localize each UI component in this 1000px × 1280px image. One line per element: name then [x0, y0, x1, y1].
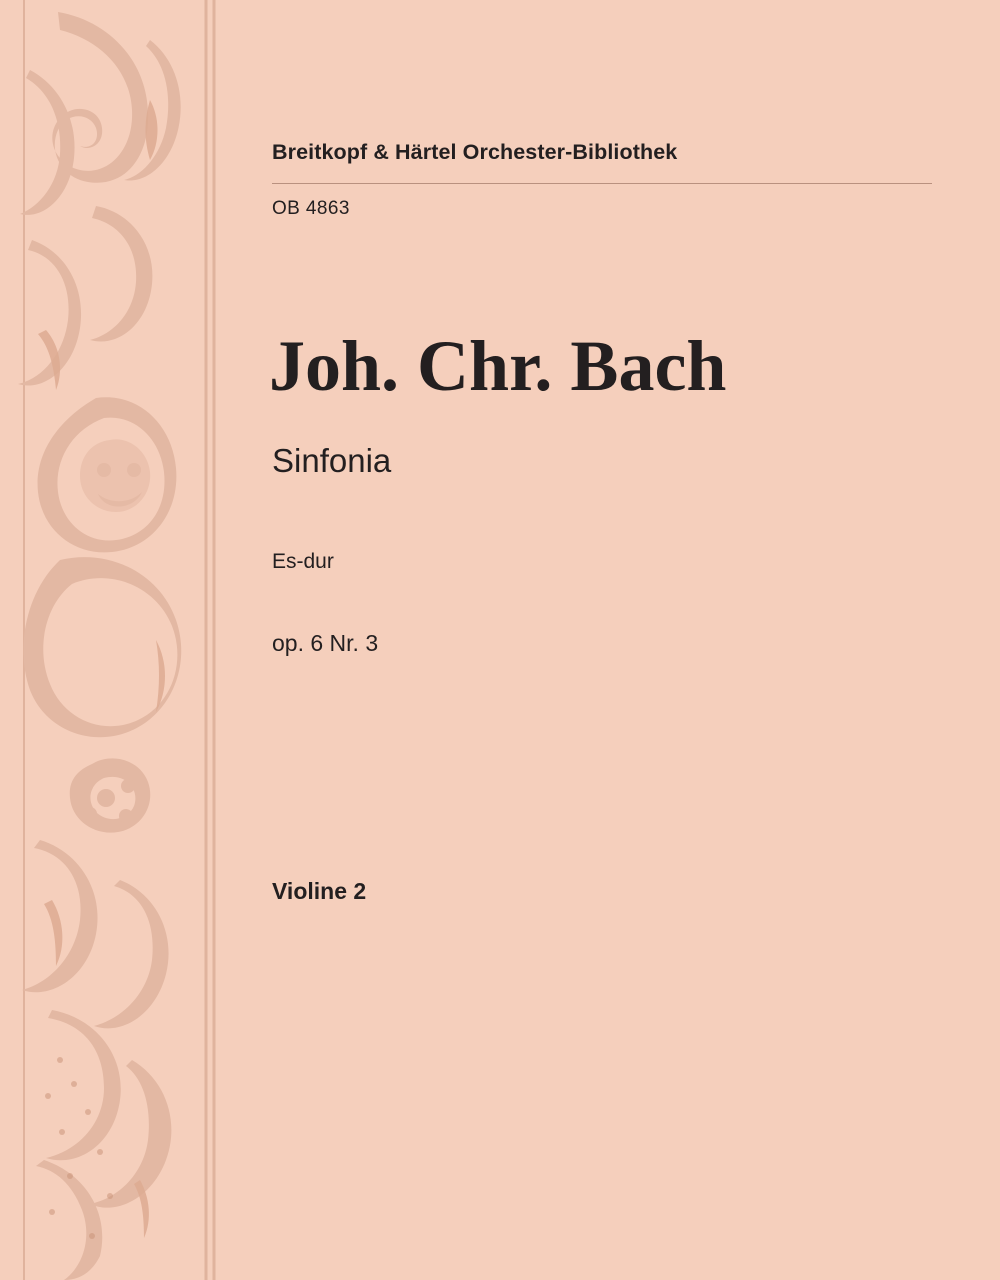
cover-text-block: [269, 0, 932, 1280]
decorative-border-ornament: [0, 0, 232, 1280]
opus-number: op. 6 Nr. 3: [272, 630, 379, 656]
plate-number: OB 4863: [272, 198, 350, 219]
work-title: Sinfonia: [272, 442, 392, 479]
composer-name: Joh. Chr. Bach: [269, 326, 727, 406]
instrument-part-name: Violine 2: [272, 878, 367, 904]
header-divider-rule: [272, 183, 932, 184]
work-key: Es-dur: [272, 550, 334, 573]
publisher-series-title: Breitkopf & Härtel Orchester-Bibliothek: [272, 140, 678, 164]
